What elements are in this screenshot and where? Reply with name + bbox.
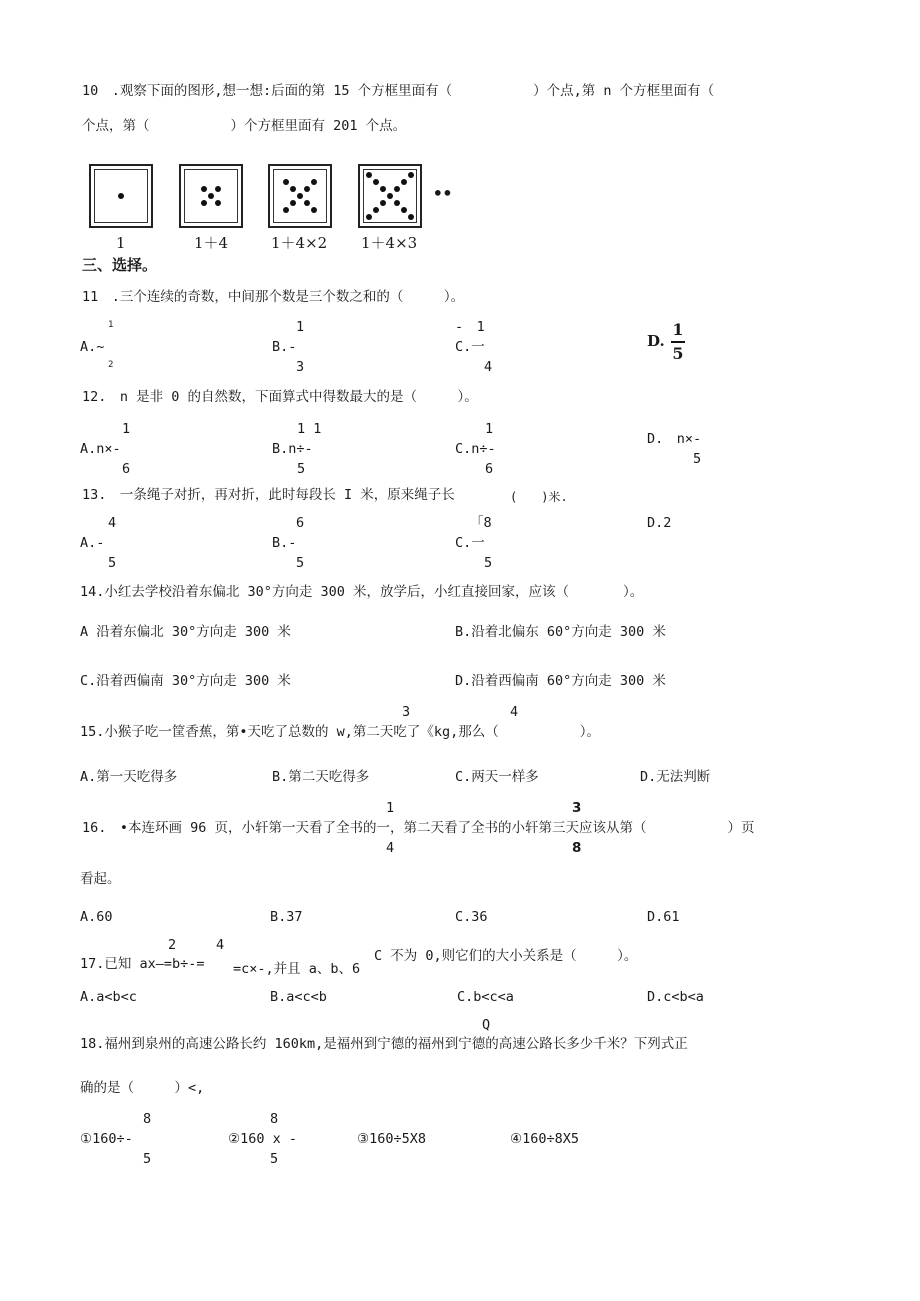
pattern-dot — [201, 200, 207, 206]
q16-stem-cont: 看起。 — [80, 871, 121, 887]
pattern-dot — [118, 193, 124, 199]
pattern-dot — [304, 186, 310, 192]
pattern-dot — [290, 200, 296, 206]
q12-stem: 12. n 是非 0 的自然数，下面算式中得数最大的是（ ）。 — [82, 389, 478, 405]
q15-option-b: B.第二天吃得多 — [272, 769, 370, 785]
q14-option-b: B.沿着北偏东 60°方向走 300 米 — [455, 624, 666, 640]
q16-bottom-fraction-b: 8 — [572, 840, 582, 856]
q12-option-a: A.n×- — [80, 441, 121, 457]
q12-c-den: 6 — [485, 461, 494, 477]
q11-c-num: - 1 — [455, 319, 485, 335]
q17-option-a: A.a<b<c — [80, 989, 137, 1005]
q13-option-c: C.一 — [455, 535, 485, 551]
q11-d-num: 1 — [672, 320, 684, 339]
pattern-dot — [366, 172, 372, 178]
q11-option-a: A.~ — [80, 339, 105, 355]
pattern-dot — [394, 186, 400, 192]
pattern-box-3 — [268, 164, 332, 228]
pattern-dot — [394, 200, 400, 206]
q18-o2-num: 8 — [270, 1111, 279, 1127]
q13-b-num: 6 — [296, 515, 305, 531]
q11-d-den: 5 — [672, 344, 684, 363]
q13-a-den: 5 — [108, 555, 117, 571]
pattern-dot — [304, 200, 310, 206]
q17-stem-b: =c×-,并且 a、b、6 — [233, 961, 361, 977]
pattern-box-4 — [358, 164, 422, 228]
q18-option-1: ①160÷- — [80, 1131, 133, 1147]
q12-option-c: C.n÷- — [455, 441, 496, 457]
q13-c-den: 5 — [484, 555, 493, 571]
q12-a-den: 6 — [122, 461, 131, 477]
q11-b-den: 3 — [296, 359, 305, 375]
q17-option-b: B.a<c<b — [270, 989, 327, 1005]
caption-2: 1＋4 — [194, 234, 229, 252]
q17-stem-a: 17.已知 ax—=b÷-= — [80, 956, 205, 972]
q18-o1-num: 8 — [143, 1111, 152, 1127]
q18-option-3: ③160÷5X8 — [357, 1131, 426, 1147]
q11-option-d: D. — [647, 332, 665, 350]
q16-option-d: D.61 — [647, 909, 680, 925]
q18-o1-den: 5 — [143, 1151, 152, 1167]
q18-stem-cont: 确的是（ ）<, — [80, 1080, 205, 1096]
q13-stem: 13. 一条绳子对折，再对折，此时每段长 I 米，原来绳子长 — [82, 487, 455, 503]
q17-option-d: D.c<b<a — [647, 989, 704, 1005]
q16-stem: 16. •本连环画 96 页，小轩第一天看了全书的一，第二天看了全书的小轩第三天应该从第（ ）页 — [82, 820, 755, 836]
q11-stem: 11 .三个连续的奇数，中间那个数是三个数之和的（ ）。 — [82, 289, 465, 305]
pattern-dot — [401, 207, 407, 213]
caption-1: 1 — [116, 234, 126, 252]
q12-option-b: B.n÷- — [272, 441, 313, 457]
q11-d-fraction-bar — [671, 341, 685, 343]
q15-option-c: C.两天一样多 — [455, 769, 539, 785]
q11-b-num: 1 — [296, 319, 305, 335]
q11-c-den: 4 — [484, 359, 493, 375]
q15-option-a: A.第一天吃得多 — [80, 769, 178, 785]
q15-top-fraction-b: 4 — [510, 704, 519, 720]
q11-a-num: 1 — [108, 320, 114, 330]
caption-4: 1＋4×3 — [361, 234, 418, 252]
q15-stem: 15.小猴子吃一筐香蕉，第•天吃了总数的 w,第二天吃了《kg,那么（ ）。 — [80, 724, 601, 740]
pattern-dot — [201, 186, 207, 192]
q14-option-c: C.沿着西偏南 30°方向走 300 米 — [80, 673, 291, 689]
caption-3: 1＋4×2 — [271, 234, 328, 252]
pattern-dot — [283, 179, 289, 185]
q15-option-d: D.无法判断 — [640, 769, 711, 785]
q10-stem-line1: 10 .观察下面的图形,想一想:后面的第 15 个方框里面有（ ）个点,第 n 个方框里面有（ — [82, 83, 715, 99]
pattern-dot — [387, 193, 393, 199]
q11-option-c: C.一 — [455, 339, 485, 355]
q16-option-b: B.37 — [270, 909, 303, 925]
q18-stem: 18.福州到泉州的高速公路长约 160km,是福州到宁德的福州到宁德的高速公路长多少千米？下列式正 — [80, 1036, 688, 1052]
q14-option-d: D.沿着西偏南 60°方向走 300 米 — [455, 673, 666, 689]
q14-stem: 14.小红去学校沿着东偏北 30°方向走 300 米，放学后，小红直接回家，应该（ ）。 — [80, 584, 644, 600]
q16-bottom-fraction-a: 4 — [386, 840, 395, 856]
q12-b-num: 1 1 — [297, 421, 322, 437]
pattern-dot — [401, 179, 407, 185]
pattern-dot — [373, 207, 379, 213]
q16-option-a: A.60 — [80, 909, 113, 925]
pattern-dot — [311, 179, 317, 185]
q18-o2-den: 5 — [270, 1151, 279, 1167]
q17-top-fraction-b: 4 — [216, 937, 225, 953]
q17-stray-mark: Q — [482, 1017, 491, 1033]
pattern-dot — [283, 207, 289, 213]
q11-a-den: 2 — [108, 360, 114, 370]
q10-stem-line2: 个点，第（ ）个方框里面有 201 个点。 — [82, 118, 407, 134]
q12-a-num: 1 — [122, 421, 131, 437]
q12-b-den: 5 — [297, 461, 306, 477]
pattern-dot — [290, 186, 296, 192]
pattern-dot — [373, 179, 379, 185]
q17-stem-c: C 不为 0,则它们的大小关系是（ ）。 — [374, 948, 638, 964]
q15-top-fraction-a: 3 — [402, 704, 411, 720]
q16-top-fraction-b: 3 — [572, 800, 582, 816]
pattern-dot — [215, 186, 221, 192]
q13-b-den: 5 — [296, 555, 305, 571]
pattern-dot — [311, 207, 317, 213]
q13-stem-end: ( )米. — [510, 490, 568, 504]
q12-d-den: 5 — [693, 451, 702, 467]
q13-a-num: 4 — [108, 515, 117, 531]
pattern-dot — [380, 200, 386, 206]
pattern-box-2 — [179, 164, 243, 228]
q13-option-b: B.- — [272, 535, 297, 551]
pattern-dot — [297, 193, 303, 199]
pattern-dot — [215, 200, 221, 206]
q16-option-c: C.36 — [455, 909, 488, 925]
q17-option-c: C.b<c<a — [457, 989, 514, 1005]
pattern-dot — [408, 214, 414, 220]
q18-option-4: ④160÷8X5 — [510, 1131, 579, 1147]
q12-c-num: 1 — [485, 421, 494, 437]
q13-c-num: 「8 — [470, 515, 492, 531]
q14-option-a: A 沿着东偏北 30°方向走 300 米 — [80, 624, 291, 640]
pattern-dot — [366, 214, 372, 220]
pattern-dot — [208, 193, 214, 199]
q17-top-fraction-a: 2 — [168, 937, 177, 953]
q12-option-d: D. n×- — [647, 431, 702, 447]
q18-option-2: ②160 x - — [228, 1131, 297, 1147]
q11-option-b: B.- — [272, 339, 297, 355]
pattern-box-1 — [89, 164, 153, 228]
q16-top-fraction-a: 1 — [386, 800, 395, 816]
q13-option-d: D.2 — [647, 515, 672, 531]
pattern-dot — [408, 172, 414, 178]
ellipsis-dots: •• — [433, 184, 453, 203]
section-heading: 三、选择。 — [82, 256, 158, 274]
pattern-dot — [380, 186, 386, 192]
q13-option-a: A.- — [80, 535, 105, 551]
